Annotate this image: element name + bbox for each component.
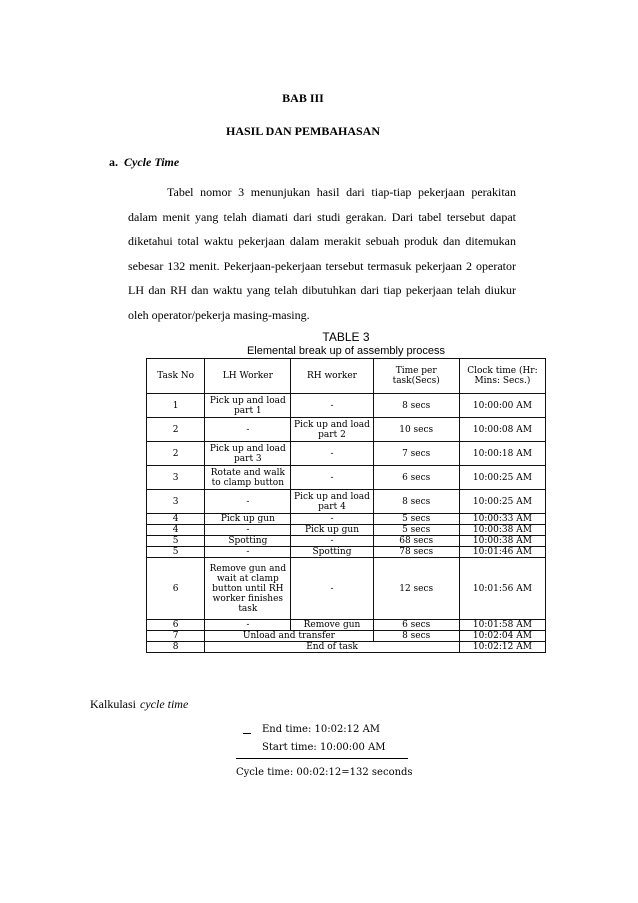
header-clock-time: Clock time (Hr: Mins: Secs.) (459, 359, 545, 394)
calculation-label (90, 697, 188, 712)
cell-time: 8 secs (373, 394, 459, 418)
cell-task-no: 5 (147, 536, 205, 547)
cell-rh-worker: - (291, 514, 373, 525)
section-title: Cycle Time (124, 155, 180, 169)
cell-end-of-task: End of task (205, 642, 460, 653)
cell-clock: 10:00:33 AM (459, 514, 545, 525)
cell-rh-worker: Pick up and load part 2 (291, 418, 373, 442)
table-row (147, 394, 546, 418)
cell-lh-worker: Spotting (205, 536, 291, 547)
cell-rh-worker: - (291, 466, 373, 490)
table-row (147, 536, 546, 547)
cell-time: 12 secs (373, 558, 459, 620)
cell-time: 68 secs (373, 536, 459, 547)
table-row (147, 631, 546, 642)
cell-task-no: 7 (147, 631, 205, 642)
cell-task-no: 8 (147, 642, 205, 653)
cell-clock: 10:01:58 AM (459, 620, 545, 631)
table-row (147, 466, 546, 490)
cell-clock: 10:01:46 AM (459, 547, 545, 558)
cell-lh-worker: Pick up and load part 1 (205, 394, 291, 418)
cell-task-no: 6 (147, 558, 205, 620)
cell-clock: 10:01:56 AM (459, 558, 545, 620)
cell-lh-worker: - (205, 547, 291, 558)
cell-clock: 10:02:04 AM (459, 631, 545, 642)
header-time-per-task: Time per task(Secs) (373, 359, 459, 394)
cell-clock: 10:00:18 AM (459, 442, 545, 466)
cell-time: 78 secs (373, 547, 459, 558)
cell-rh-worker: - (291, 536, 373, 547)
cell-lh-worker: Pick up and load part 3 (205, 442, 291, 466)
cell-clock: 10:00:25 AM (459, 490, 545, 514)
table-row (147, 558, 546, 620)
body-paragraph: Tabel nomor 3 menunjukan hasil dari tiap-tiap pekerjaan perakitan dalam menit yang telah diamati dari studi gerakan. Dari tabel tersebut dapat diketahui total waktu pekerjaan dalam merakit sebuah produk dan ditemukan sebesar 132 menit. Pekerjaan-pekerjaan tersebut termasuk pekerjaan 2 operator LH dan RH dan waktu yang telah dibutuhkan dari tiap pekerjaan telah diukur oleh operator/pekerja masing-masing. (128, 185, 516, 322)
cell-time: 10 secs (373, 418, 459, 442)
table-header-row (147, 359, 546, 394)
cell-task-no: 4 (147, 525, 205, 536)
table-title: TABLE 3 (322, 330, 370, 344)
table-row (147, 418, 546, 442)
calculation-label-italic: cycle time (140, 697, 189, 711)
table-caption (146, 330, 546, 358)
cell-rh-worker: - (291, 442, 373, 466)
cell-clock: 10:00:25 AM (459, 466, 545, 490)
section-heading (109, 155, 179, 170)
end-time: End time: 10:02:12 AM (262, 724, 381, 735)
cell-clock: 10:00:00 AM (459, 394, 545, 418)
cell-time: 8 secs (373, 490, 459, 514)
cell-rh-worker: Pick up gun (291, 525, 373, 536)
cell-time: 7 secs (373, 442, 459, 466)
header-rh-worker: RH worker (291, 359, 373, 394)
table-row (147, 525, 546, 536)
cell-combined-worker: Unload and transfer (205, 631, 373, 642)
table-subtitle: Elemental break up of assembly process (246, 345, 446, 357)
cell-rh-worker: - (291, 394, 373, 418)
cell-clock: 10:00:08 AM (459, 418, 545, 442)
cell-time: 5 secs (373, 525, 459, 536)
cell-rh-worker: - (291, 558, 373, 620)
cell-clock: 10:00:38 AM (459, 536, 545, 547)
cell-task-no: 6 (147, 620, 205, 631)
cell-lh-worker: Remove gun and wait at clamp button until RH worker finishes task (205, 558, 291, 620)
cell-lh-worker: - (205, 418, 291, 442)
cell-lh-worker: - (205, 525, 291, 536)
cell-clock: 10:02:12 AM (459, 642, 545, 653)
cell-time: 8 secs (373, 631, 459, 642)
cell-task-no: 4 (147, 514, 205, 525)
subtraction-dash (243, 733, 251, 734)
cell-lh-worker: Pick up gun (205, 514, 291, 525)
cell-lh-worker: - (205, 490, 291, 514)
table-row (147, 547, 546, 558)
cell-task-no: 2 (147, 418, 205, 442)
table-row (147, 620, 546, 631)
table-row (147, 490, 546, 514)
cell-time: 6 secs (373, 620, 459, 631)
cell-lh-worker: - (205, 620, 291, 631)
chapter-heading: BAB III (282, 91, 324, 105)
table-row (147, 642, 546, 653)
cycle-time-result: Cycle time: 00:02:12=132 seconds (236, 767, 413, 778)
table-row (147, 442, 546, 466)
section-marker: a. (109, 155, 118, 169)
chapter-title: HASIL DAN PEMBAHASAN (225, 124, 381, 138)
calculation-rule (236, 758, 408, 759)
cell-rh-worker: Spotting (291, 547, 373, 558)
cell-task-no: 2 (147, 442, 205, 466)
cell-clock: 10:00:38 AM (459, 525, 545, 536)
assembly-process-table (146, 358, 546, 653)
table-row (147, 514, 546, 525)
cell-task-no: 1 (147, 394, 205, 418)
calculation-label-text: Kalkulasi (90, 697, 136, 711)
start-time: Start time: 10:00:00 AM (262, 742, 386, 753)
header-lh-worker: LH Worker (205, 359, 291, 394)
cell-task-no: 3 (147, 466, 205, 490)
header-task-no: Task No (147, 359, 205, 394)
cell-rh-worker: Pick up and load part 4 (291, 490, 373, 514)
cell-time: 5 secs (373, 514, 459, 525)
cell-task-no: 3 (147, 490, 205, 514)
cell-time: 6 secs (373, 466, 459, 490)
cell-rh-worker: Remove gun (291, 620, 373, 631)
cell-lh-worker: Rotate and walk to clamp button (205, 466, 291, 490)
cell-task-no: 5 (147, 547, 205, 558)
